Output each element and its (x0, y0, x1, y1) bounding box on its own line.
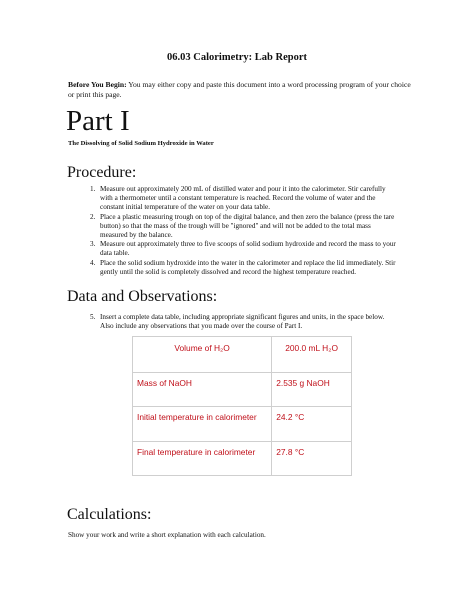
data-steps (68, 313, 398, 331)
list-item: 2. Place a plastic measuring trough on top of the digital balance, and then zero the balance (press the tare button) so that the mass of the trough will be "ignored" and will not be added to the total mass measured by the balance. (90, 212, 395, 240)
table-cell: Mass of NaOH (133, 372, 272, 406)
table-header-row (133, 337, 352, 373)
procedure-steps (68, 185, 398, 277)
table-row (133, 372, 352, 406)
list-item: 5. Insert a complete data table, including appropriate significant figures and units, in the space below. Also include any observations that you made over the course of Part I. (90, 313, 385, 331)
intro-paragraph (68, 80, 413, 100)
table-cell: 24.2 °C (272, 407, 352, 441)
data-observations-heading: Data and Observations: (67, 288, 218, 305)
table-cell: 2.535 g NaOH (272, 372, 352, 406)
intro-label: Before You Begin: (68, 80, 127, 89)
table-row (133, 407, 352, 441)
list-item: 3. Measure out approximately three to five scoops of solid sodium hydroxide and record the mass to your data table. (90, 240, 396, 258)
table-cell: 27.8 °C (272, 441, 352, 475)
calculations-heading: Calculations: (67, 506, 152, 523)
document-title: 06.03 Calorimetry: Lab Report (167, 52, 307, 63)
table-cell: Final temperature in calorimeter (133, 441, 272, 475)
table-header-cell: 200.0 mL H₂O (272, 337, 352, 373)
table-row (133, 441, 352, 475)
part-subtitle: The Dissolving of Solid Sodium Hydroxide in Water (68, 140, 214, 147)
table-cell: Initial temperature in calorimeter (133, 407, 272, 441)
list-item: 1. Measure out approximately 200 mL of distilled water and pour it into the calorimeter. Stir carefully with a thermometer until a constant temperature is reached. Record the volume of water and the constant initial temperature of the water on your data table. (90, 185, 386, 212)
list-item: 4. Place the solid sodium hydroxide into the water in the calorimeter and replace the lid immediately. Stir gently until the solid is completely dissolved and record the highest temperature reached. (90, 258, 396, 276)
calculations-instructions: Show your work and write a short explanation with each calculation. (68, 531, 266, 539)
data-table (132, 336, 352, 476)
procedure-heading: Procedure: (67, 164, 137, 181)
table-header-cell: Volume of H₂O (133, 337, 272, 373)
intro-text: You may either copy and paste this document into a word processing program of your choice or print this page. (68, 80, 411, 99)
part-heading: Part I (66, 105, 130, 137)
